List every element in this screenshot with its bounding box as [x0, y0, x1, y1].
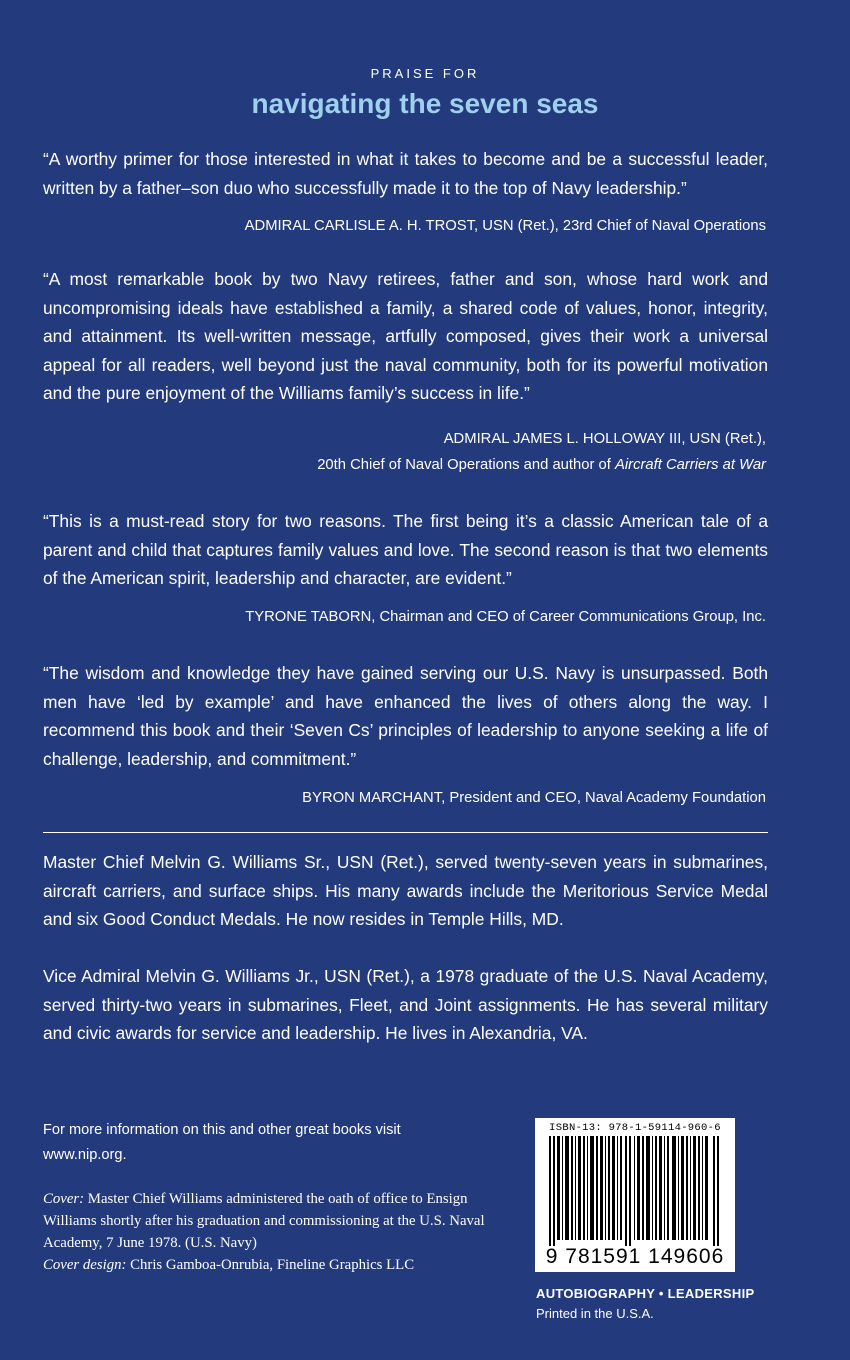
barcode-box	[535, 1118, 735, 1272]
attribution-taborn: TYRONE TABORN, Chairman and CEO of Career Communications Group, Inc.	[245, 609, 766, 625]
attribution-trost: ADMIRAL CARLISLE A. H. TROST, USN (Ret.), 23rd Chief of Naval Operations	[244, 218, 766, 234]
more-info-text: For more information on this and other great books visit	[43, 1122, 401, 1138]
section-divider	[43, 832, 768, 833]
cover-label: Cover:	[43, 1191, 85, 1207]
barcode-bars	[547, 1136, 723, 1246]
bio-williams-sr: Master Chief Melvin G. Williams Sr., USN (Ret.), served twenty-seven years in submarines, aircraft carriers, and surface ships. His many awards include the Meritorious Service Medal and six Good Conduct Medals. He now resides in Temple Hills, MD.	[43, 852, 768, 929]
barcode-digits: 9 781591 149606	[545, 1245, 725, 1268]
attribution-holloway-line1: ADMIRAL JAMES L. HOLLOWAY III, USN (Ret.),	[443, 431, 766, 447]
attribution-marchant: BYRON MARCHANT, President and CEO, Naval Academy Foundation	[302, 790, 766, 806]
praise-label: PRAISE FOR	[370, 66, 480, 81]
category-label: AUTOBIOGRAPHY • LEADERSHIP	[536, 1286, 755, 1301]
attribution-holloway-line2: 20th Chief of Naval Operations and author of	[317, 457, 615, 473]
cover-design-credit: Chris Gamboa-Onrubia, Fineline Graphics LLC	[126, 1257, 415, 1273]
quote-taborn: “This is a must-read story for two reasons. The first being it’s a classic American tale of a parent and child that captures family values and love. The second reason is that two elements of the American spirit, leadership and character, are evident.”	[43, 511, 768, 588]
isbn-label: ISBN-13: 978-1-59114-960-6	[549, 1122, 721, 1134]
attribution-holloway	[41, 426, 766, 478]
bio-williams-jr: Vice Admiral Melvin G. Williams Jr., USN (Ret.), a 1978 graduate of the U.S. Naval Academy, served thirty-two years in submarines, Fleet, and Joint assignments. He has several military and civic awards for service and leadership. He lives in Alexandria, VA.	[43, 966, 768, 1043]
quote-trost: “A worthy primer for those interested in what it takes to become and be a successful leader, written by a father–son duo who successfully made it to the top of Navy leadership.”	[43, 149, 768, 198]
attribution-holloway-book: Aircraft Carriers at War	[614, 457, 766, 473]
more-info	[43, 1118, 483, 1168]
quote-marchant: “The wisdom and knowledge they have gained serving our U.S. Navy is unsurpassed. Both men have ‘led by example’ and have enhanced the lives of others along the way. I recommend this book and their ‘Seven Cs’ principles of leadership to anyone seeking a life of challenge, leadership, and commitment.”	[43, 663, 768, 769]
cover-design-label: Cover design:	[43, 1257, 127, 1273]
quote-holloway: “A most remarkable book by two Navy retirees, father and son, whose hard work and uncompromising ideals have established a family, a shared code of values, honor, integrity, and attainment. Its well-written message, artfully composed, gives their work a universal appeal for all readers, well beyond just the naval community, both for its powerful motivation and the pure enjoyment of the Williams family’s success in life.”	[43, 269, 768, 403]
website-link[interactable]: www.nip.org.	[43, 1147, 127, 1163]
book-title: navigating the seven seas	[251, 88, 599, 119]
printed-in: Printed in the U.S.A.	[536, 1306, 654, 1321]
cover-caption: Master Chief Williams administered the oath of office to Ensign Williams shortly after his graduation and commissioning at the U.S. Naval Academy, 7 June 1978. (U.S. Navy)	[43, 1191, 485, 1251]
cover-credits	[43, 1188, 513, 1276]
